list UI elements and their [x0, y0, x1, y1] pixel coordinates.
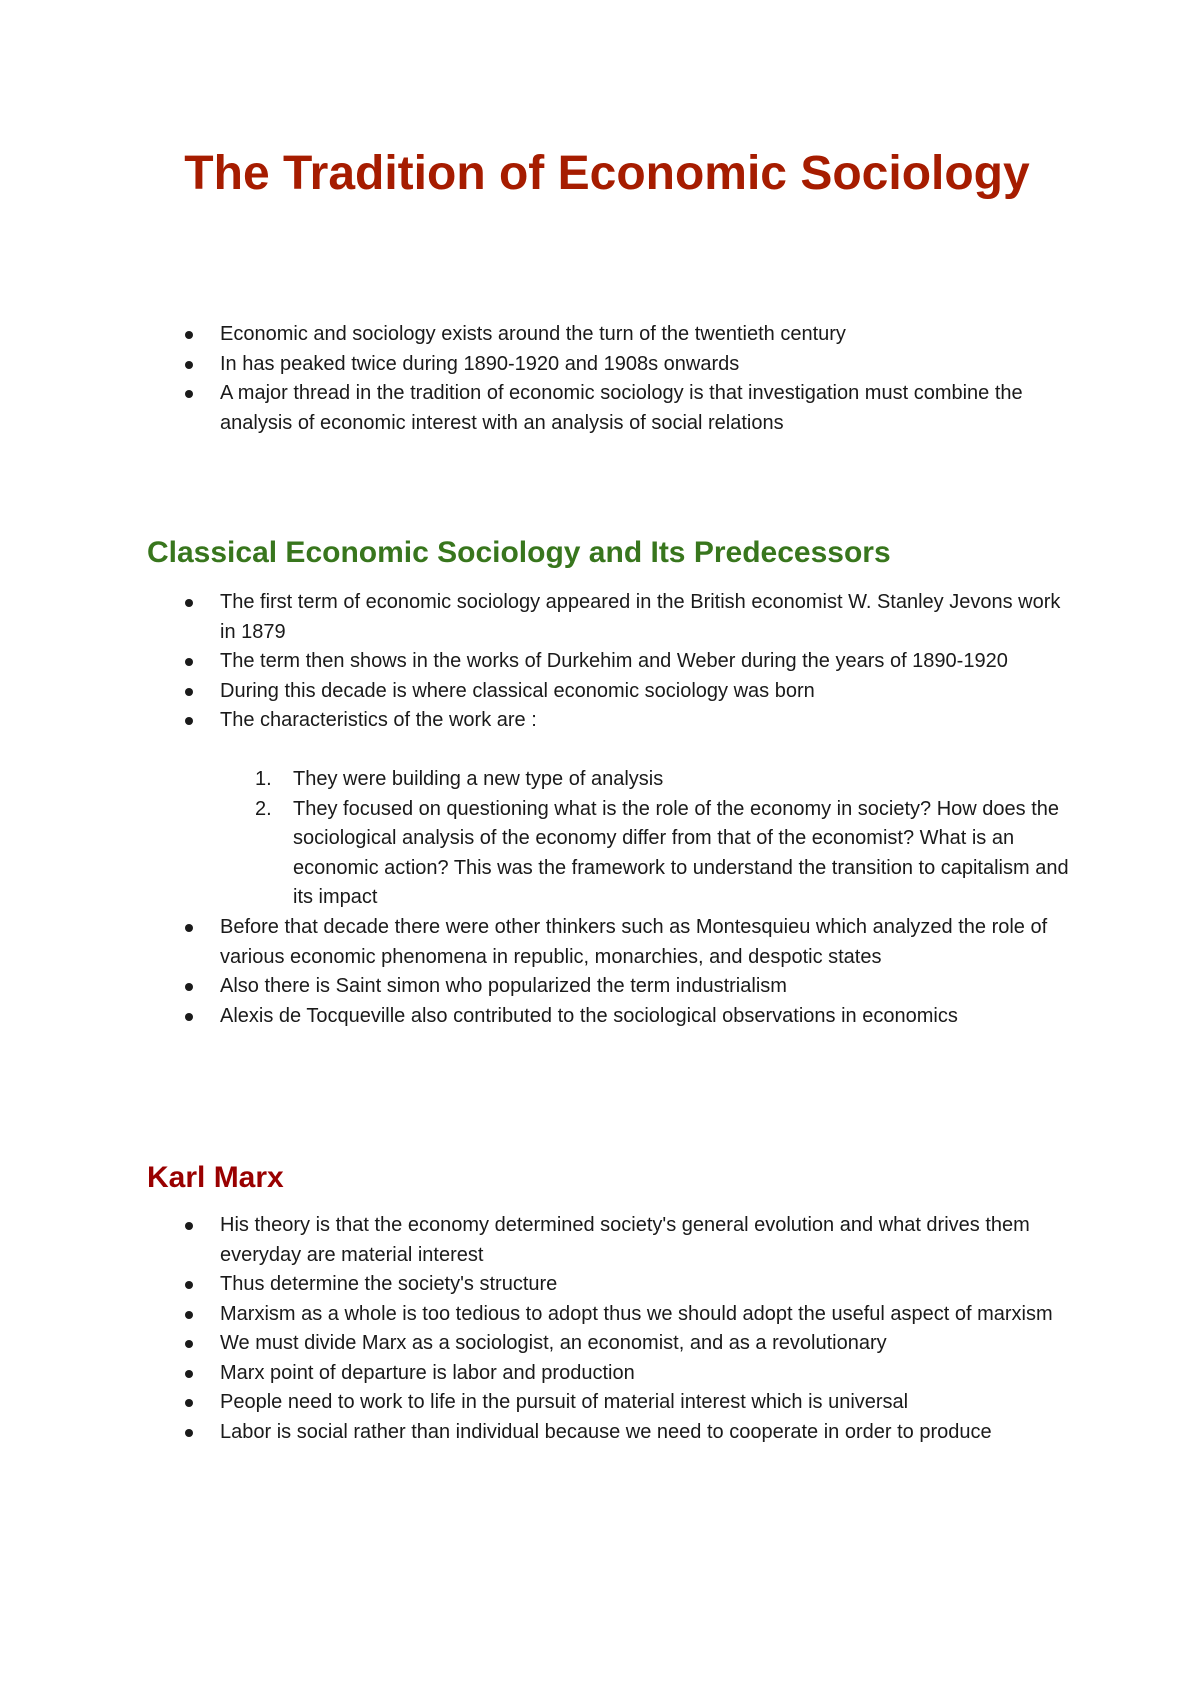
- bullet-icon: [185, 361, 193, 369]
- numbered-item: 1. They were building a new type of analysis: [255, 768, 664, 790]
- list-item: People need to work to life in the pursuit of material interest which is universal: [0, 1388, 1100, 1418]
- list-item: His theory is that the economy determined society's general evolution and what drives them everyday are material interest: [0, 1211, 1100, 1270]
- list-item: The term then shows in the works of Durkehim and Weber during the years of 1890-1920: [0, 647, 1100, 677]
- bullet-icon: [185, 1013, 193, 1021]
- list-item: Alexis de Tocqueville also contributed to the sociological observations in economics: [0, 1002, 1100, 1032]
- marx-bullet-list: [0, 1211, 1100, 1447]
- list-item: Before that decade there were other thinkers such as Montesquieu which analyzed the role of various economic phenomena in republic, monarchies, and despotic states: [0, 913, 1100, 972]
- section-heading-classical: Classical Economic Sociology and Its Predecessors: [147, 536, 891, 569]
- list-item: During this decade is where classical economic sociology was born: [0, 677, 1100, 707]
- list-item: Also there is Saint simon who popularized the term industrialism: [0, 972, 1100, 1002]
- bullet-icon: [185, 331, 193, 339]
- list-item: Marx point of departure is labor and production: [0, 1359, 1100, 1389]
- list-item: Marxism as a whole is too tedious to adopt thus we should adopt the useful aspect of marxism: [0, 1300, 1100, 1330]
- classical-bullet-list: [0, 588, 1100, 736]
- bullet-icon: [185, 1340, 193, 1348]
- bullet-icon: [185, 1222, 193, 1230]
- bullet-icon: [185, 1429, 193, 1437]
- bullet-icon: [185, 924, 193, 932]
- bullet-icon: [185, 717, 193, 725]
- bullet-icon: [185, 1370, 193, 1378]
- bullet-icon: [185, 1281, 193, 1289]
- list-item: Economic and sociology exists around the turn of the twentieth century: [0, 320, 1100, 350]
- list-item: The first term of economic sociology appeared in the British economist W. Stanley Jevons work in 1879: [0, 588, 1100, 647]
- bullet-icon: [185, 390, 193, 398]
- bullet-icon: [185, 599, 193, 607]
- list-item: We must divide Marx as a sociologist, an economist, and as a revolutionary: [0, 1329, 1100, 1359]
- section-heading-karl-marx: Karl Marx: [147, 1161, 284, 1194]
- document-title: The Tradition of Economic Sociology: [184, 147, 1030, 200]
- numbered-list-wrapper: [0, 765, 1200, 913]
- intro-bullet-list: [0, 320, 1100, 438]
- list-item: In has peaked twice during 1890-1920 and 1908s onwards: [0, 350, 1100, 380]
- bullet-icon: [185, 983, 193, 991]
- list-item: Thus determine the society's structure: [0, 1270, 1100, 1300]
- bullet-icon: [185, 1311, 193, 1319]
- classical-bullet-list-continued: [0, 913, 1100, 1031]
- bullet-icon: [185, 658, 193, 666]
- bullet-icon: [185, 1399, 193, 1407]
- list-item: Labor is social rather than individual because we need to cooperate in order to produce: [0, 1418, 1100, 1448]
- list-item: A major thread in the tradition of economic sociology is that investigation must combine the analysis of economic interest with an analysis of social relations: [0, 379, 1100, 438]
- numbered-list: [220, 765, 1200, 913]
- numbered-item: 2. They focused on questioning what is the role of the economy in society? How does the sociological analysis of the economy differ from that of the economist? What is an economic action? This was the framework to understand the transition to capitalism and its impact: [255, 797, 1069, 908]
- list-item: The characteristics of the work are :: [0, 706, 1100, 736]
- bullet-icon: [185, 688, 193, 696]
